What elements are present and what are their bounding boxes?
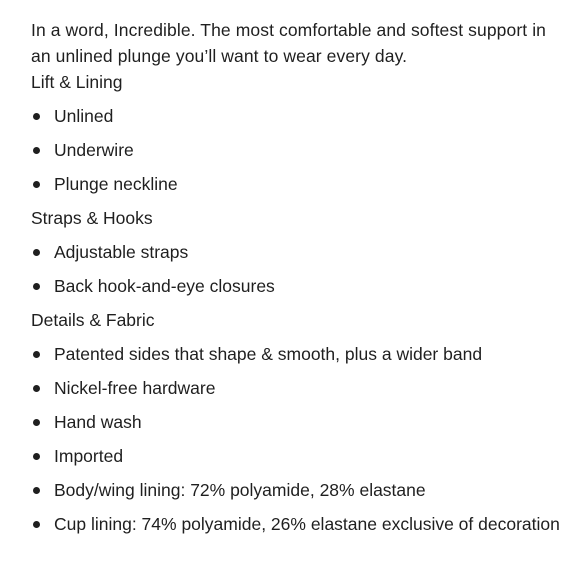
section-title-lift-lining: Lift & Lining bbox=[31, 72, 123, 92]
bullet-list-lift-lining bbox=[31, 103, 561, 197]
list-item bbox=[31, 137, 561, 163]
list-item bbox=[31, 477, 561, 503]
bullet-icon bbox=[33, 453, 40, 460]
intro-paragraph: In a word, Incredible. The most comfortable and softest support in an unlined plunge you’ll want to wear every day. bbox=[31, 20, 547, 66]
list-item bbox=[31, 341, 561, 367]
bullet-icon bbox=[33, 351, 40, 358]
list-item-text: Hand wash bbox=[54, 412, 142, 432]
list-item-text: Body/wing lining: 72% polyamide, 28% elastane bbox=[54, 480, 426, 500]
list-item-text: Plunge neckline bbox=[54, 174, 178, 194]
list-item bbox=[31, 443, 561, 469]
list-item bbox=[31, 239, 561, 265]
bullet-list-details-fabric bbox=[31, 341, 561, 537]
bullet-icon bbox=[33, 521, 40, 528]
list-item-text: Nickel-free hardware bbox=[54, 378, 216, 398]
section-title-details-fabric: Details & Fabric bbox=[31, 310, 155, 330]
list-item-text: Underwire bbox=[54, 140, 134, 160]
bullet-icon bbox=[33, 283, 40, 290]
bullet-icon bbox=[33, 385, 40, 392]
list-item bbox=[31, 103, 561, 129]
bullet-icon bbox=[33, 181, 40, 188]
product-description bbox=[31, 17, 561, 537]
list-item bbox=[31, 409, 561, 435]
section-title-straps-hooks: Straps & Hooks bbox=[31, 208, 153, 228]
list-item bbox=[31, 273, 561, 299]
bullet-list-straps-hooks bbox=[31, 239, 561, 299]
list-item bbox=[31, 375, 561, 401]
list-item-text: Imported bbox=[54, 446, 124, 466]
list-item-text: Patented sides that shape & smooth, plus a wider band bbox=[54, 344, 483, 364]
bullet-icon bbox=[33, 487, 40, 494]
list-item-text: Back hook-and-eye closures bbox=[54, 276, 275, 296]
list-item-text: Cup lining: 74% polyamide, 26% elastane exclusive of decoration bbox=[54, 514, 560, 534]
bullet-icon bbox=[33, 249, 40, 256]
bullet-icon bbox=[33, 147, 40, 154]
list-item bbox=[31, 171, 561, 197]
list-item-text: Adjustable straps bbox=[54, 242, 189, 262]
bullet-icon bbox=[33, 113, 40, 120]
bullet-icon bbox=[33, 419, 40, 426]
list-item bbox=[31, 511, 561, 537]
list-item-text: Unlined bbox=[54, 106, 114, 126]
